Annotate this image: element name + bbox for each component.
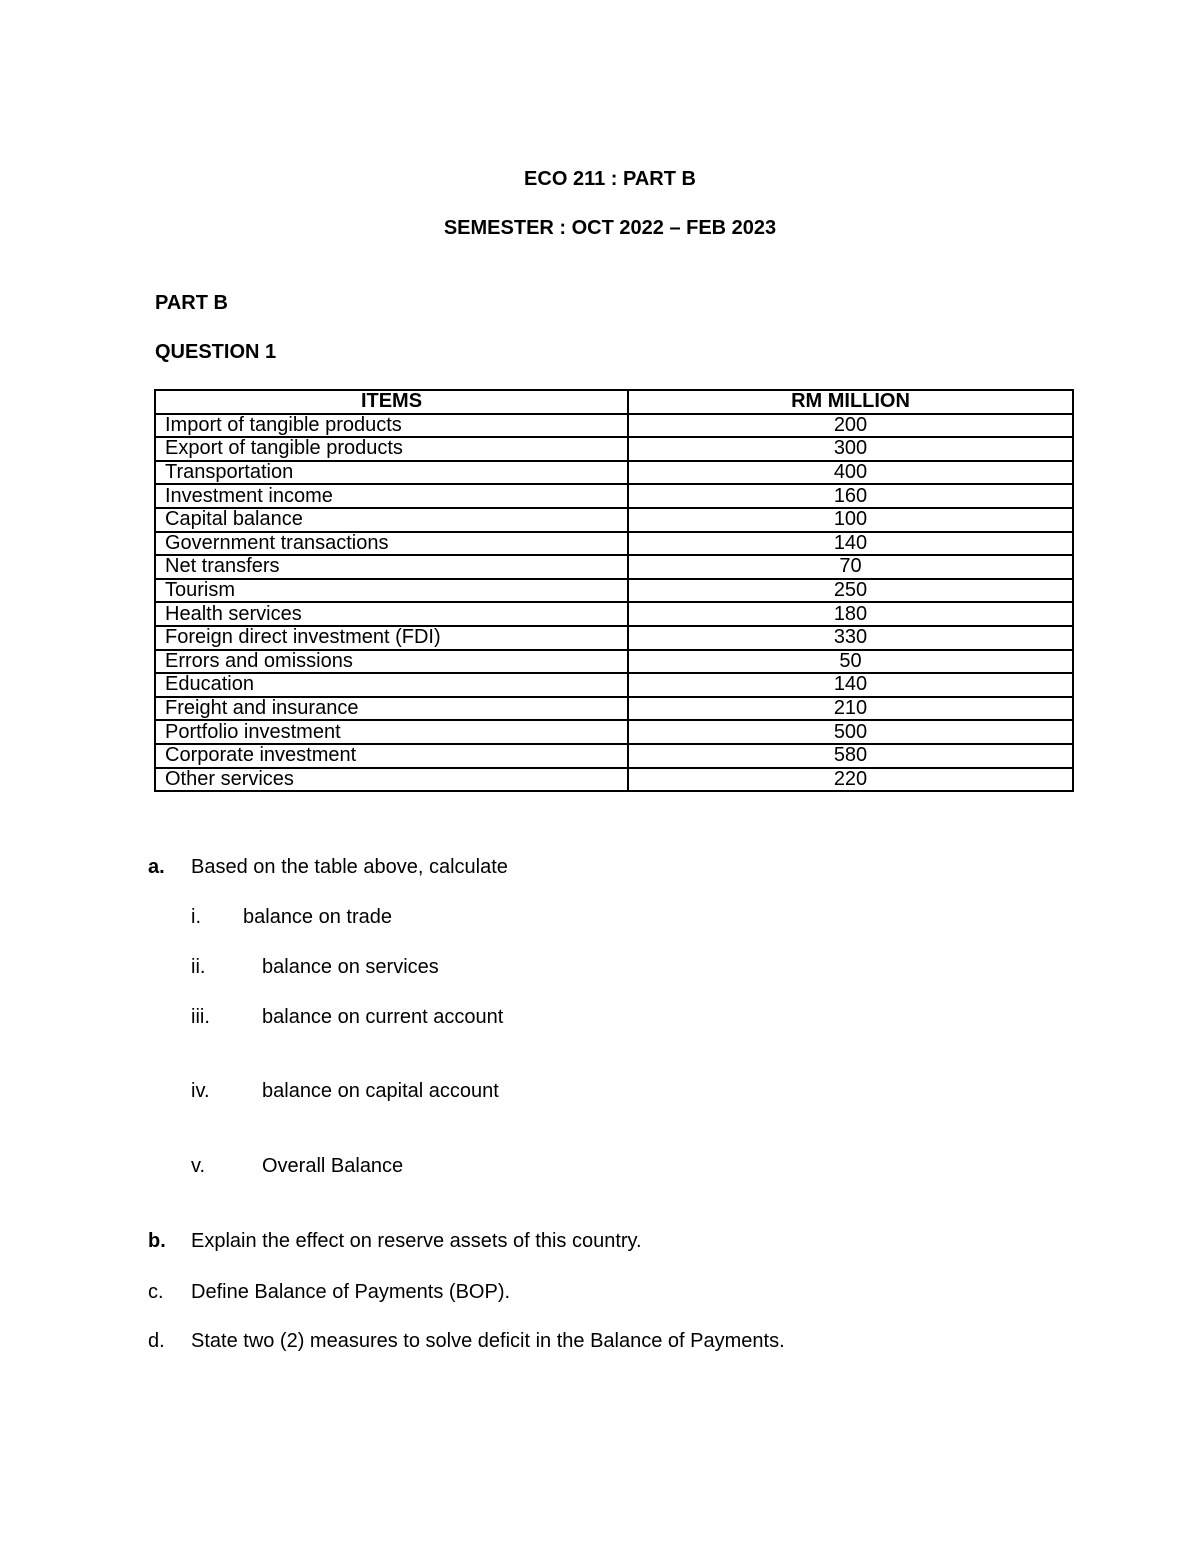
item-name: Tourism <box>155 579 628 603</box>
item-value: 250 <box>628 579 1073 603</box>
item-value: 200 <box>628 414 1073 438</box>
item-value: 500 <box>628 720 1073 744</box>
table-row <box>155 744 1073 768</box>
item-value: 140 <box>628 532 1073 556</box>
item-name: Transportation <box>155 461 628 485</box>
table-row <box>155 579 1073 603</box>
question-b-text: Explain the effect on reserve assets of this country. <box>191 1230 642 1252</box>
item-name: Health services <box>155 602 628 626</box>
item-name: Net transfers <box>155 555 628 579</box>
item-value: 160 <box>628 484 1073 508</box>
item-value: 400 <box>628 461 1073 485</box>
table-row <box>155 414 1073 438</box>
part-heading: PART B <box>155 292 228 314</box>
rm-million-column-header: RM MILLION <box>628 390 1073 414</box>
table-row <box>155 626 1073 650</box>
sub-question-marker: v. <box>191 1155 206 1177</box>
sub-question-text: balance on trade <box>243 906 393 928</box>
item-name: Other services <box>155 768 628 792</box>
item-value: 300 <box>628 437 1073 461</box>
table-row <box>155 768 1073 792</box>
bop-items-table <box>154 389 1074 792</box>
table-row <box>155 461 1073 485</box>
table-row <box>155 484 1073 508</box>
item-value: 580 <box>628 744 1073 768</box>
table-row <box>155 602 1073 626</box>
table-row <box>155 650 1073 674</box>
item-name: Government transactions <box>155 532 628 556</box>
table-row <box>155 720 1073 744</box>
sub-question-marker: ii. <box>191 956 206 978</box>
item-value: 180 <box>628 602 1073 626</box>
item-value: 210 <box>628 697 1073 721</box>
sub-question-marker: iv. <box>191 1080 210 1102</box>
items-column-header: ITEMS <box>155 390 628 414</box>
item-value: 220 <box>628 768 1073 792</box>
item-name: Capital balance <box>155 508 628 532</box>
semester-line: SEMESTER : OCT 2022 – FEB 2023 <box>443 217 777 239</box>
table-row <box>155 555 1073 579</box>
item-value: 100 <box>628 508 1073 532</box>
document-title: ECO 211 : PART B <box>524 168 696 190</box>
table-row <box>155 532 1073 556</box>
item-name: Freight and insurance <box>155 697 628 721</box>
item-name: Export of tangible products <box>155 437 628 461</box>
question-c-text: Define Balance of Payments (BOP). <box>191 1281 511 1303</box>
table-row <box>155 508 1073 532</box>
table-row <box>155 673 1073 697</box>
sub-question-marker: iii. <box>191 1006 210 1028</box>
sub-question-text: balance on services <box>262 956 439 978</box>
item-name: Corporate investment <box>155 744 628 768</box>
sub-question-marker: i. <box>191 906 201 928</box>
item-value: 50 <box>628 650 1073 674</box>
item-name: Import of tangible products <box>155 414 628 438</box>
sub-question-text: balance on current account <box>262 1006 504 1028</box>
question-a-marker: a. <box>148 856 165 878</box>
item-value: 330 <box>628 626 1073 650</box>
question-heading: QUESTION 1 <box>155 341 277 363</box>
question-d-text: State two (2) measures to solve deficit in the Balance of Payments. <box>191 1330 785 1352</box>
table-row <box>155 437 1073 461</box>
item-name: Education <box>155 673 628 697</box>
sub-question-text: balance on capital account <box>262 1080 499 1102</box>
item-value: 140 <box>628 673 1073 697</box>
item-value: 70 <box>628 555 1073 579</box>
item-name: Portfolio investment <box>155 720 628 744</box>
question-b-marker: b. <box>148 1230 166 1252</box>
table-header-row <box>155 390 1073 414</box>
sub-question-text: Overall Balance <box>262 1155 404 1177</box>
question-a-text: Based on the table above, calculate <box>191 856 508 878</box>
table-row <box>155 697 1073 721</box>
question-c-marker: c. <box>148 1281 164 1303</box>
question-d-marker: d. <box>148 1330 165 1352</box>
item-name: Investment income <box>155 484 628 508</box>
item-name: Foreign direct investment (FDI) <box>155 626 628 650</box>
item-name: Errors and omissions <box>155 650 628 674</box>
